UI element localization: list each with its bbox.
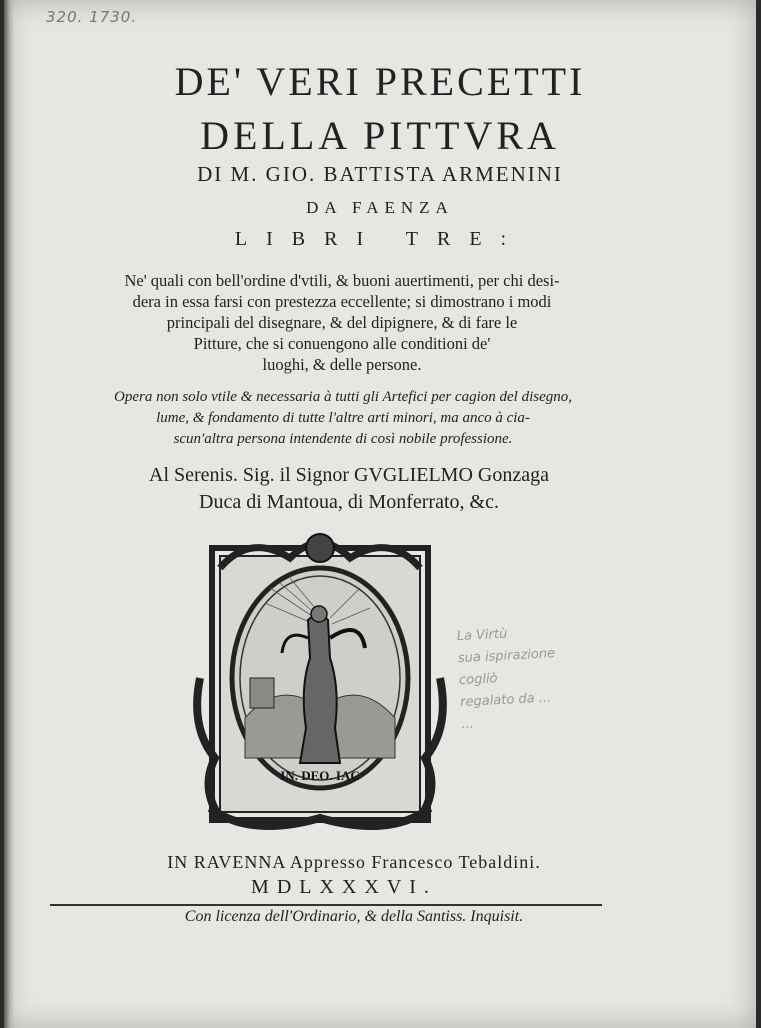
author-line: DI M. GIO. BATTISTA ARMENINI: [197, 162, 563, 186]
title-line-2: DELLA PITTVRA: [200, 113, 560, 158]
title-page: [4, 0, 756, 1028]
handnote-line: ...: [460, 716, 475, 733]
opera-line: scun'altra persona intendente di così nobile professione.: [173, 431, 513, 447]
description-line: principali del disegnare, & del dipignere, & di fare le: [166, 313, 518, 332]
dedication-line: Al Serenis. Sig. il Signor GVGLIELMO Gonzaga: [149, 464, 549, 486]
description-line: luoghi, & delle persone.: [262, 355, 422, 374]
licenza-line: Con licenza dell'Ordinario, & della Santiss. Inquisit.: [184, 908, 524, 925]
title-line-1: DE' VERI PRECETTI: [174, 59, 586, 104]
description-line: Ne' quali con bell'ordine d'vtili, & buoni auertimenti, per chi desi-: [124, 271, 560, 290]
description-line: dera in essa farsi con prestezza eccellente; si dimostrano i modi: [132, 292, 552, 311]
opera-line: lume, & fondamento di tutte l'altre arti minori, ma anco à cia-: [156, 410, 530, 426]
handnote-line: regalato da ...: [459, 690, 552, 711]
year-line: MDLXXXVI.: [251, 876, 437, 898]
handwritten-marginal-note: [456, 618, 622, 736]
opera-block: [58, 387, 628, 450]
divider-rule: [50, 904, 602, 906]
libri-line: LIBRI TRE:: [234, 228, 526, 250]
place-line: DA FAENZA: [306, 198, 454, 217]
dedication-line: Duca di Mantoua, di Monferrato, &c.: [199, 491, 499, 513]
handnote-line: sua ispirazione: [457, 646, 556, 667]
shelfmark-note: 320. 1730.: [46, 8, 138, 26]
imprint-line: IN RAVENNA Appresso Francesco Tebaldini.: [167, 852, 541, 872]
printers-device-woodcut: [190, 528, 450, 838]
dedication-block: [64, 462, 634, 516]
opera-line: Opera non solo vtile & necessaria à tutti gli Artefici per cagion del disegno,: [114, 389, 572, 405]
handnote-line: La Virtù: [456, 626, 508, 645]
device-motto: IN. DEO. IAC: [280, 768, 360, 783]
description-line: Pitture, che si conuengono alle conditioni de': [193, 334, 491, 353]
description-block: [62, 270, 622, 375]
handnote-line: cogliò: [458, 671, 498, 689]
